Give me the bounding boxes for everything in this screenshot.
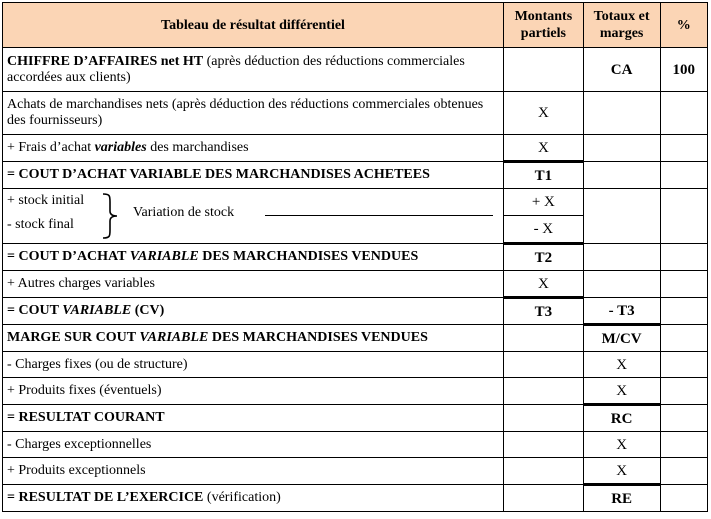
cell-empty [660,298,708,325]
cell-sf-mp: - X [533,221,554,237]
differential-income-table [2,2,708,512]
label-achats: Achats de marchandises nets (après déduction des réductions commerciales obtenues des fournisseurs) [3,92,504,135]
label-produits-fixes: + Produits fixes (éventuels) [3,378,504,405]
cell-empty [503,325,583,352]
cell-cv-total: - T3 [583,298,660,325]
row-t1 [3,162,708,189]
label-t2: = COUT D’ACHAT VARIABLE DES MARCHANDISES VENDUES [3,244,504,271]
cell-autres-mp: X [503,271,583,298]
cell-t2-mp: T2 [503,244,583,271]
cell-ca-total: CA [583,48,660,92]
cell-rc-total: RC [583,405,660,432]
label-variation-stock [3,189,504,244]
cell-empty [660,189,708,244]
label-resultat-courant: = RESULTAT COURANT [3,405,504,432]
cell-cv-mp: T3 [503,298,583,325]
cell-empty [583,92,660,135]
cell-ca-mp [503,48,583,92]
right-brace-icon [101,193,119,239]
cell-ca-pct: 100 [660,48,708,92]
cell-si-mp: + X [504,189,583,216]
cell-empty [660,352,708,378]
cell-empty [660,325,708,352]
cell-chfixes-total: X [583,352,660,378]
cell-achats-mp: X [503,92,583,135]
cell-frais-mp: X [503,135,583,162]
cell-t1-mp: T1 [503,162,583,189]
label-stock-final: - stock final [7,217,74,232]
cell-empty [503,458,583,485]
header-montants-partiels: Montants partiels [503,3,583,48]
cell-prfixes-total: X [583,378,660,405]
cell-empty [660,271,708,298]
row-resultat-exercice [3,485,708,512]
label-autres-charges: + Autres charges variables [3,271,504,298]
table-title: Tableau de résultat différentiel [3,3,504,48]
cell-mcv-total: M/CV [583,325,660,352]
cell-empty [660,485,708,512]
cell-empty [583,244,660,271]
label-chiffre-affaires: CHIFFRE D’AFFAIRES net HT (après déduction des réductions commerciales accordées aux clients) [3,48,504,92]
row-cout-variable [3,298,708,325]
label-t1: = COUT D’ACHAT VARIABLE DES MARCHANDISES ACHETEES [3,162,504,189]
cell-re-total: RE [583,485,660,512]
row-marge-cout-variable [3,325,708,352]
cell-empty [660,135,708,162]
header-totaux-marges: Totaux et marges [583,3,660,48]
row-frais-achat [3,135,708,162]
table-header-row [3,3,708,48]
cell-prexc-total: X [583,458,660,485]
cell-empty [660,432,708,458]
cell-empty [503,405,583,432]
row-resultat-courant [3,405,708,432]
row-variation-stock [3,189,708,244]
row-chiffre-affaires [3,48,708,92]
row-t2 [3,244,708,271]
label-produits-exceptionnels: + Produits exceptionnels [3,458,504,485]
cell-empty [660,405,708,432]
cell-empty [660,458,708,485]
label-frais-achat: + Frais d’achat variables des marchandises [3,135,504,162]
cell-stock-mp [503,189,583,244]
stock-wrap [3,190,503,242]
cell-empty [660,92,708,135]
row-produits-exceptionnels [3,458,708,485]
cell-empty [583,162,660,189]
row-achats [3,92,708,135]
label-stock-initial: + stock initial [7,193,85,208]
row-autres-charges [3,271,708,298]
cell-empty [660,162,708,189]
cell-empty [583,135,660,162]
label-marge-cout-variable: MARGE SUR COUT VARIABLE DES MARCHANDISES VENDUES [3,325,504,352]
label-variation: Variation de stock [133,205,235,220]
cell-empty [583,271,660,298]
cell-empty [503,432,583,458]
label-resultat-exercice: = RESULTAT DE L’EXERCICE (vérification) [3,485,504,512]
label-cout-variable: = COUT VARIABLE (CV) [3,298,504,325]
header-percent: % [660,3,708,48]
cell-chexc-total: X [583,432,660,458]
stock-arrow-line [265,215,493,216]
row-produits-fixes [3,378,708,405]
label-charges-exceptionnelles: - Charges exceptionnelles [3,432,504,458]
cell-empty [503,485,583,512]
cell-empty [660,378,708,405]
cell-empty [660,244,708,271]
cell-empty [583,189,660,244]
label-charges-fixes: - Charges fixes (ou de structure) [3,352,504,378]
cell-empty [503,352,583,378]
row-charges-exceptionnelles [3,432,708,458]
row-charges-fixes [3,352,708,378]
cell-empty [503,378,583,405]
